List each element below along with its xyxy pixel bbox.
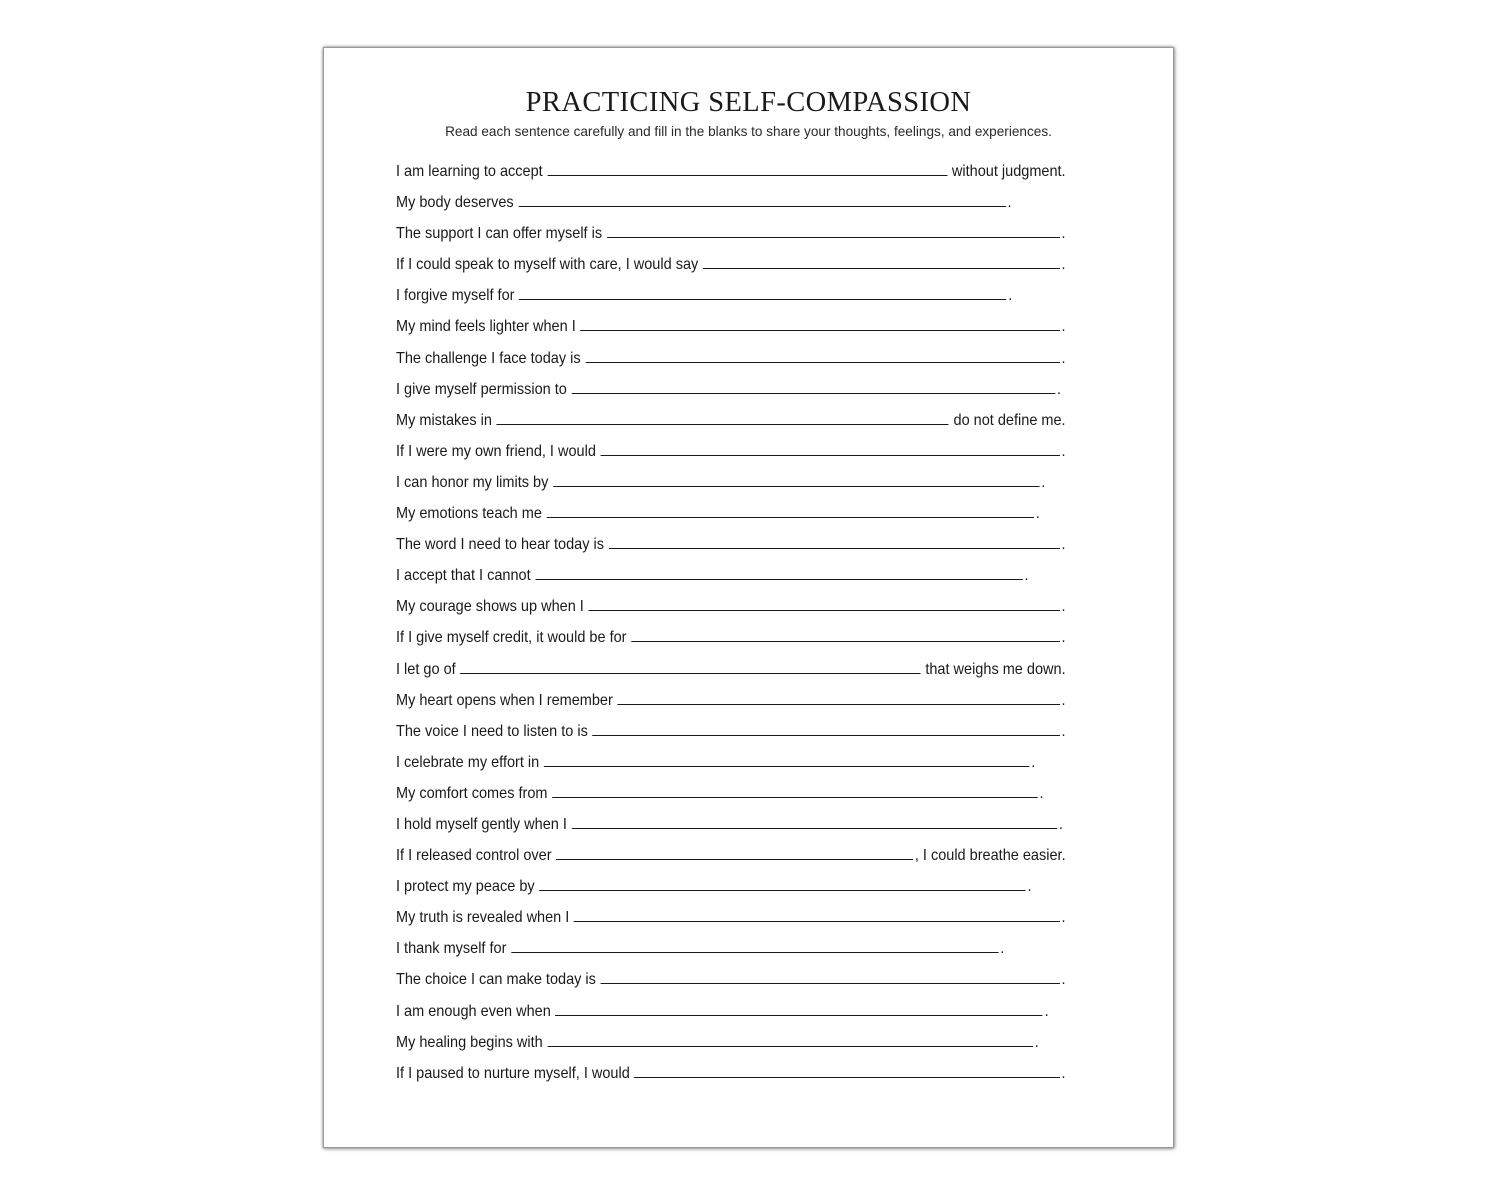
prompt-ending: . <box>1061 598 1066 616</box>
prompt-text: I can honor my limits by <box>396 473 549 491</box>
prompt-line <box>396 285 1066 316</box>
prompt-line <box>396 845 1066 876</box>
prompt-ending: . <box>1061 225 1066 243</box>
prompt-text: My comfort comes from <box>396 784 548 802</box>
prompt-line <box>396 534 1066 565</box>
prompt-ending: . <box>1061 318 1066 336</box>
fill-in-blank[interactable] <box>634 1063 1059 1078</box>
prompt-ending: . <box>1058 815 1063 833</box>
prompt-line <box>396 596 1066 627</box>
prompt-text: I celebrate my effort in <box>396 753 540 771</box>
fill-in-blank[interactable] <box>574 907 1060 922</box>
prompt-text: My courage shows up when I <box>396 598 584 616</box>
prompt-text: I give myself permission to <box>396 380 567 398</box>
prompt-ending: . <box>1000 940 1005 958</box>
prompt-text: I hold myself gently when I <box>396 815 567 833</box>
prompt-ending: . <box>1061 722 1066 740</box>
prompt-ending: . <box>1041 473 1046 491</box>
prompt-text: If I give myself credit, it would be for <box>396 629 627 647</box>
prompt-ending: do not define me. <box>953 411 1066 429</box>
prompt-line <box>396 969 1066 1000</box>
prompt-ending: . <box>1061 971 1066 989</box>
prompt-text: My emotions teach me <box>396 505 542 523</box>
fill-in-blank[interactable] <box>580 316 1059 331</box>
prompt-ending: . <box>1061 442 1066 460</box>
fill-in-blank[interactable] <box>601 441 1060 456</box>
worksheet-page <box>323 47 1174 1148</box>
prompt-line <box>396 783 1066 814</box>
prompt-text: My body deserves <box>396 194 514 212</box>
fill-in-blank[interactable] <box>497 410 949 425</box>
fill-in-blank[interactable] <box>547 503 1034 518</box>
fill-in-blank[interactable] <box>553 472 1039 487</box>
prompt-ending: . <box>1061 256 1066 274</box>
prompt-text: The challenge I face today is <box>396 349 581 367</box>
worksheet-title: PRACTICING SELF-COMPASSION <box>525 87 972 118</box>
prompt-line <box>396 659 1066 690</box>
prompt-line <box>396 161 1066 192</box>
prompt-line <box>396 690 1066 721</box>
prompt-line <box>396 379 1066 410</box>
fill-in-blank[interactable] <box>555 1001 1042 1016</box>
prompt-line <box>396 907 1066 938</box>
prompt-line <box>396 1001 1066 1032</box>
prompt-line <box>396 441 1066 472</box>
prompt-text: If I paused to nurture myself, I would <box>396 1064 630 1082</box>
prompt-ending: . <box>1061 691 1066 709</box>
fill-in-blank[interactable] <box>460 659 920 674</box>
prompt-text: I forgive myself for <box>396 287 515 305</box>
prompt-list <box>396 161 1116 1094</box>
prompt-text: My mind feels lighter when I <box>396 318 576 336</box>
prompt-ending: . <box>1061 1064 1066 1082</box>
prompt-line <box>396 472 1066 503</box>
prompt-text: I accept that I cannot <box>396 567 531 585</box>
fill-in-blank[interactable] <box>572 814 1057 829</box>
prompt-line <box>396 223 1066 254</box>
fill-in-blank[interactable] <box>601 969 1060 984</box>
prompt-text: My truth is revealed when I <box>396 909 570 927</box>
fill-in-blank[interactable] <box>518 192 1005 207</box>
prompt-ending: . <box>1061 629 1066 647</box>
prompt-ending: . <box>1061 909 1066 927</box>
fill-in-blank[interactable] <box>552 783 1037 798</box>
fill-in-blank[interactable] <box>519 285 1006 300</box>
fill-in-blank[interactable] <box>617 690 1059 705</box>
fill-in-blank[interactable] <box>511 938 998 953</box>
prompt-line <box>396 876 1066 907</box>
prompt-ending: . <box>1061 349 1066 367</box>
fill-in-blank[interactable] <box>588 596 1059 611</box>
prompt-ending: . <box>1035 505 1040 523</box>
prompt-text: My mistakes in <box>396 411 492 429</box>
prompt-text: I let go of <box>396 660 456 678</box>
prompt-ending: , I could breathe easier. <box>914 847 1066 865</box>
prompt-line <box>396 814 1066 845</box>
prompt-ending: . <box>1024 567 1029 585</box>
fill-in-blank[interactable] <box>607 223 1060 238</box>
prompt-text: If I were my own friend, I would <box>396 442 596 460</box>
worksheet-instructions: Read each sentence carefully and fill in the blanks to share your thoughts, feelings, and experiences. <box>445 124 1052 139</box>
prompt-line <box>396 254 1066 285</box>
fill-in-blank[interactable] <box>547 1032 1032 1047</box>
fill-in-blank[interactable] <box>631 627 1060 642</box>
prompt-line <box>396 410 1066 441</box>
prompt-line <box>396 192 1066 223</box>
prompt-ending: that weighs me down. <box>925 660 1066 678</box>
prompt-line <box>396 721 1066 752</box>
prompt-text: If I could speak to myself with care, I would say <box>396 256 699 274</box>
prompt-ending: . <box>1044 1002 1049 1020</box>
fill-in-blank[interactable] <box>703 254 1060 269</box>
prompt-text: I am learning to accept <box>396 163 543 180</box>
prompt-line <box>396 938 1066 969</box>
fill-in-blank[interactable] <box>535 565 1022 580</box>
prompt-text: If I released control over <box>396 847 552 865</box>
fill-in-blank[interactable] <box>556 845 913 860</box>
prompt-ending: . <box>1061 536 1066 554</box>
prompt-ending: . <box>1007 194 1012 212</box>
fill-in-blank[interactable] <box>585 348 1059 363</box>
prompt-text: My heart opens when I remember <box>396 691 613 709</box>
fill-in-blank[interactable] <box>572 379 1056 394</box>
prompt-line <box>396 752 1066 783</box>
fill-in-blank[interactable] <box>547 161 947 176</box>
prompt-text: I protect my peace by <box>396 878 535 896</box>
prompt-line <box>396 348 1066 379</box>
prompt-line <box>396 1032 1066 1063</box>
fill-in-blank[interactable] <box>593 721 1060 736</box>
prompt-line <box>396 627 1066 658</box>
prompt-ending: . <box>1034 1033 1039 1051</box>
prompt-line <box>396 503 1066 534</box>
prompt-ending: without judgment. <box>951 163 1066 180</box>
fill-in-blank[interactable] <box>609 534 1060 549</box>
prompt-text: The voice I need to listen to is <box>396 722 588 740</box>
prompt-ending: . <box>1027 878 1032 896</box>
prompt-line <box>396 316 1066 347</box>
prompt-text: I thank myself for <box>396 940 507 958</box>
prompt-text: I am enough even when <box>396 1002 551 1020</box>
prompt-text: The choice I can make today is <box>396 971 596 989</box>
prompt-ending: . <box>1056 380 1062 398</box>
fill-in-blank[interactable] <box>539 876 1025 891</box>
prompt-ending: . <box>1031 753 1036 771</box>
prompt-line <box>396 1063 1066 1094</box>
prompt-text: My healing begins with <box>396 1033 543 1051</box>
prompt-ending: . <box>1008 287 1013 305</box>
prompt-line <box>396 565 1066 596</box>
prompt-text: The support I can offer myself is <box>396 225 603 243</box>
fill-in-blank[interactable] <box>544 752 1029 767</box>
prompt-ending: . <box>1039 784 1044 802</box>
prompt-text: The word I need to hear today is <box>396 536 605 554</box>
